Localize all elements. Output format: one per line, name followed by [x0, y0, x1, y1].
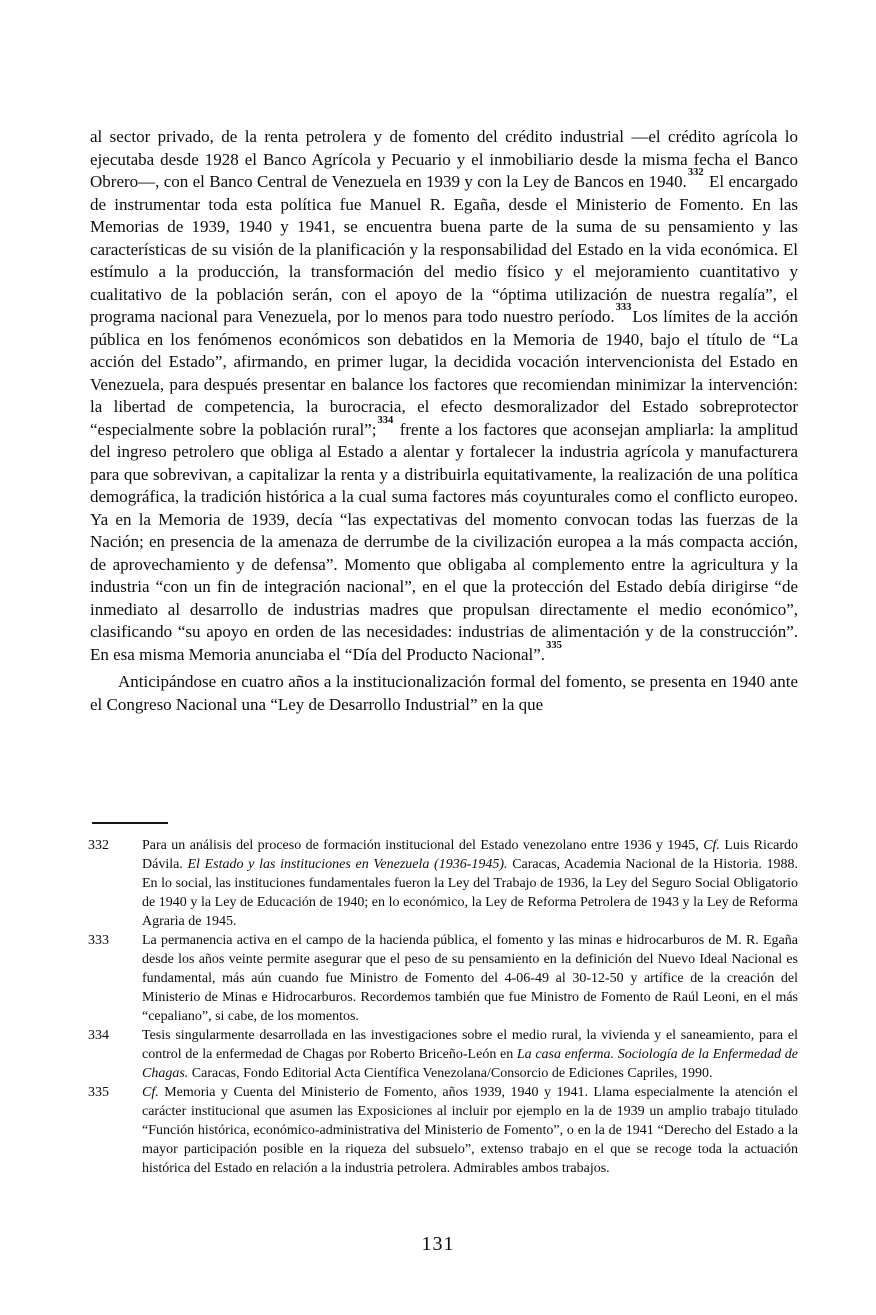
- paragraph-1-text: al sector privado, de la renta petrolera y de fomento del crédito industrial —el crédito agrícola lo ejecutaba desde 1928 el Banco Agrícola y Pecuario y el inmobiliario desde la misma fecha el Banco Obrero—, con el Banco Central de Venezuela en 1939 y con la Ley de Bancos en 1940.: [90, 127, 798, 191]
- footnote-332: [88, 836, 798, 931]
- footnote-text-run: Tesis singularmente desarrollada en las investigaciones sobre el medio rural, la vivienda y el saneamiento, para el control de la enfermedad de Chagas por Roberto Briceño-León en: [142, 1028, 798, 1062]
- footnote-text-run: Para un análisis del proceso de formación institucional del Estado venezolano entre 1936 y 1945,: [142, 838, 704, 853]
- main-text-block: [90, 126, 798, 716]
- footnote-ref-333: 333: [615, 302, 632, 314]
- page-number: 131: [421, 1233, 455, 1255]
- paragraph-1-text: El encargado de instrumentar toda esta política fue Manuel R. Egaña, desde el Ministerio de Fomento. En las Memorias de 1939, 1940 y 1941, se encuentra buena parte de la suma de su pensamiento y las características de su visión de la planificación y la responsabilidad del Estado en la vida económica. El estímulo a la producción, la transformación del medio físico y el mejoramiento cuantitativo y cualitativo de la población serán, con el apoyo de la “óptima utilización de nuestra regalía”, el programa nacional para Venezuela, por lo menos para todo nuestro período.: [90, 172, 798, 326]
- footnote-number: 335: [88, 1085, 109, 1100]
- footnote-334: [88, 1026, 798, 1083]
- footnote-divider: [92, 822, 168, 824]
- footnote-text-run: Luis Ricardo Dávila.: [142, 838, 798, 872]
- footnote-text: [142, 1085, 798, 1176]
- footnote-italic-run: Cf.: [703, 838, 720, 853]
- paragraph-1-text: frente a los factores que aconsejan ampliarla: la amplitud del ingreso petrolero que obliga al Estado a alentar y fortalecer la industria agrícola y manufacturera para que sobrevivan, a capitalizar la renta y a distribuirla equitativamente, la realización de una política demográfica, la tradición histórica a la cual suma factores más coyunturales como el conflicto europeo. Ya en la Memoria de 1939, decía “las expectativas del momento convocan todas las fuerzas de la Nación; en presencia de la amenaza de derrumbe de la civilización europea a la más compacta acción, de aprovechamiento y de defensa”. Momento que obligaba al complemento entre la agricultura y la industria “con un fin de integración nacional”, en el que la protección del Estado debía dirigirse “de inmediato al desarrollo de industrias madres que propulsan directamente el medio económico”, clasificando “su apoyo en orden de las necesidades: industrias de alimentación y de la construcción”. En esa misma Memoria anunciaba el “Día del Producto Nacional”.: [90, 419, 798, 664]
- footnote-text: [142, 933, 798, 1024]
- footnote-italic-run: La casa enferma. Sociología de la Enfermedad de Chagas.: [142, 1047, 798, 1081]
- footnote-italic-run: Cf.: [142, 1085, 159, 1100]
- footnote-number: 334: [88, 1028, 109, 1043]
- footnote-333: [88, 931, 798, 1026]
- footnote-italic-run: El Estado y las instituciones en Venezuela (1936-1945).: [187, 857, 508, 872]
- paragraph-1-text: Los límites de la acción pública en los fenómenos económicos son debatidos en la Memoria de 1940, bajo el título de “La acción del Estado”, afirmando, en primer lugar, la decidida vocación intervencionista del Estado en Venezuela, para después presentar en balance los factores que recomiendan minimizar la intervención: la libertad de competencia, la burocracia, el efecto desmoralizador del Estado sobreprotector “especialmente sobre la población rural”;: [90, 307, 799, 439]
- footnote-text-run: Caracas, Academia Nacional de la Historia. 1988. En lo social, las instituciones fundamentales fueron la Ley del Trabajo de 1936, la Ley del Seguro Social Obligatorio de 1940 y la Ley de Educación de 1940; en lo económico, la Ley de Reforma Petrolera de 1943 y la Ley de Reforma Agraria de 1945.: [142, 857, 798, 929]
- footnote-text: [142, 1028, 798, 1081]
- footnote-ref-334: 334: [377, 414, 394, 426]
- footnote-text: [142, 838, 798, 929]
- footnote-ref-335: 335: [546, 639, 562, 651]
- footnote-text-run: Memoria y Cuenta del Ministerio de Fomento, años 1939, 1940 y 1941. Llama especialmente la atención el carácter institucional que asumen las Exposiciones al incluir por ejemplo en la de 1939 un amplio trabajo titulado “Función histórica, económico-administrativa del Ministerio de Fomento”, o en la de 1941 “Derecho del Estado a la mayor participación posible en la riqueza del subsuelo”, extenso trabajo en el que se recoge toda la actuación histórica del Estado en relación a la industria petrolera. Admirables ambos trabajos.: [142, 1085, 798, 1176]
- footnote-335: [88, 1083, 798, 1178]
- footnote-ref-332: 332: [687, 167, 704, 179]
- footnote-number: 332: [88, 838, 109, 853]
- paragraph-1: [90, 126, 798, 666]
- footnote-text-run: Caracas, Fondo Editorial Acta Científica Venezolana/Consorcio de Ediciones Capriles, 1990.: [188, 1066, 713, 1081]
- footnotes-section: [88, 836, 798, 1178]
- footnote-text-run: La permanencia activa en el campo de la hacienda pública, el fomento y las minas e hidrocarburos de M. R. Egaña desde los años veinte permite asegurar que el peso de su pensamiento en la definición del Nuevo Ideal Nacional es fundamental, más aún cuando fue Ministro de Fomento del 4-06-49 al 30-12-50 y artífice de la creación del Ministerio de Minas e Hidrocarburos. Recordemos también que fue Ministro de Fomento de Raúl Leoni, en el más “cepaliano”, si cabe, de los momentos.: [142, 933, 798, 1024]
- footnote-number: 333: [88, 933, 109, 948]
- paragraph-2: Anticipándose en cuatro años a la institucionalización formal del fomento, se presenta en 1940 ante el Congreso Nacional una “Ley de Desarrollo Industrial” en la que: [90, 672, 798, 714]
